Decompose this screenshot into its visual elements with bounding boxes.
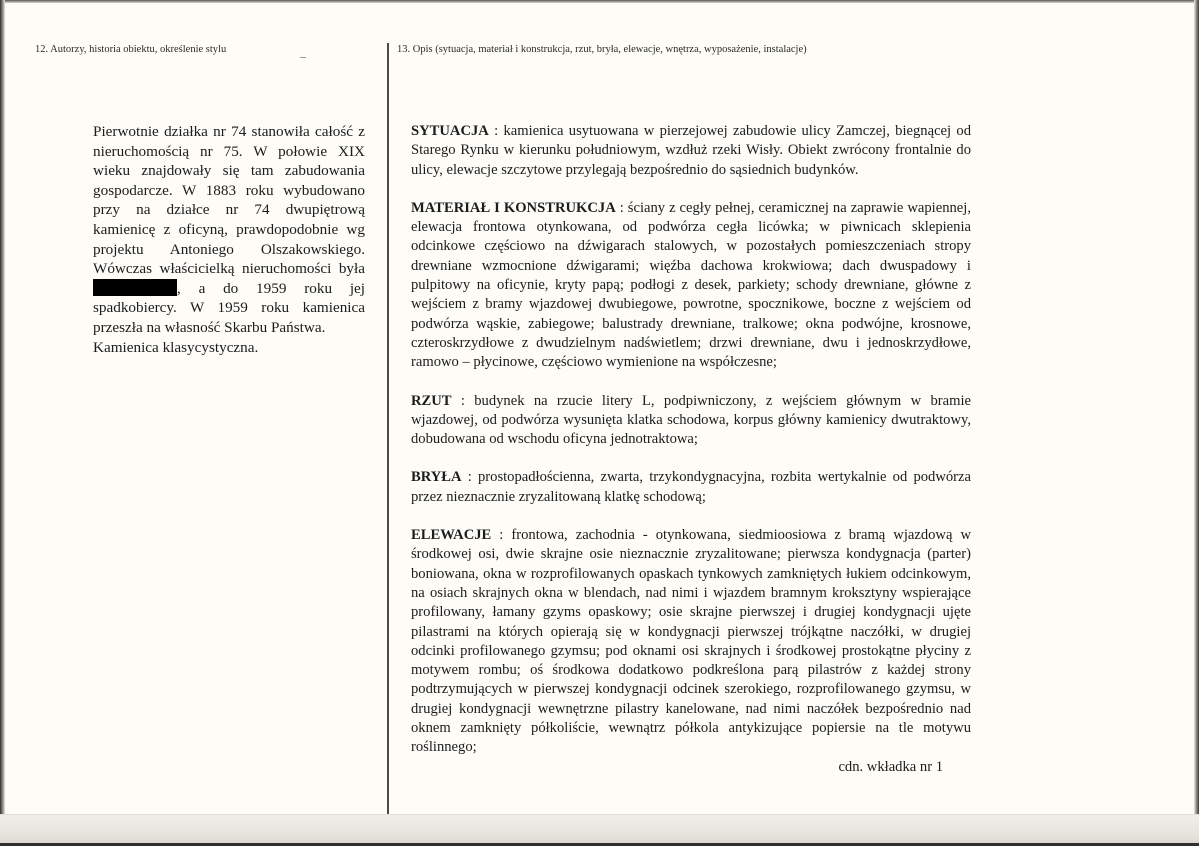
scan-edge-left [0,0,5,846]
paragraph-elewacje [411,526,971,758]
scan-bottom-margin [0,814,1199,846]
history-text-part1: Pierwotnie działka nr 74 stanowiła całość z nieruchomością nr 75. W połowie XIX wieku znajdowały się tam zabudowania gospodarcze. W 1883 roku wybudowano przy na działce nr 74 dwupiętrową kamienicę z oficyną, prawdopodobnie wg projektu Antoniego Olszakowskiego. Wówczas właścicielką nieruchomości była [93,123,365,278]
paragraph-bryla [411,468,971,507]
redacted-owner-name [93,279,177,296]
style-line: Kamienica klasycystyczna. [93,338,259,356]
history-text-block [93,122,365,357]
paragraph-material-konstrukcja [411,199,971,373]
paragraph-body: : ściany z cegły pełnej, ceramicznej na zaprawie wapiennej, elewacja frontowa otynkowana, od podwórza cegła licówka; w piwnicach sklepienia odcinkowe częściowo na dźwigarach stalowych, w pozostałych pomieszczeniach stropy drewniane wzmocnione dźwigarami; więźba dachowa krokwiowa; dach dwuspadowy i pulpitowy na oficynie, kryty papą; podłogi z desek, parkiety; schody drewniane, główne z wejściem z bramy wjazdowej dwubiegowe, powrotne, spocznikowe, boczne z wejściem od podwórza wąskie, zabiegowe; balustrady drewniane, tralkowe; okna podwójne, krosnowe, czteroskrzydłowe z dwudzielnym nadświetlem; drzwi drewniane, dwu i jednoskrzydłowe, ramowo – płycinowe, częściowo wymienione na współczesne; [411,199,971,371]
paragraph-body: : kamienica usytuowana w pierzejowej zabudowie ulicy Zamczej, biegnącej od Starego Rynku w kierunku południowym, wzdłuż rzeki Wisły. Obiekt zwrócony frontalnie do ulicy, elewacje szczytowe przylegają bezpośrednio do sąsiednich budynków. [411,123,971,178]
column-divider [387,43,389,814]
section-13-header: 13. Opis (sytuacja, materiał i konstrukcja, rzut, bryła, elewacje, wnętrza, wyposażenie, instalacje) [397,44,807,55]
paragraph-label: RZUT [411,392,452,409]
paragraph-label: ELEWACJE [411,527,492,544]
paragraph-label: MATERIAŁ I KONSTRUKCJA [411,199,616,216]
paragraph-label: BRYŁA [411,469,462,486]
paragraph-body: : prostopadłościenna, zwarta, trzykondygnacyjna, rozbita wertykalnie od podwórza przez nieznacznie zryzalitowaną klatkę schodową; [411,469,971,505]
paragraph-sytuacja [411,122,971,180]
description-text-block [411,122,971,777]
stray-mark [300,57,306,58]
paragraph-rzut [411,392,971,450]
continuation-note [411,758,973,777]
continuation-text: cdn. wkładka nr 1 [838,758,943,775]
scan-edge-right [1194,0,1199,846]
paragraph-label: SYTUACJA [411,123,489,139]
paragraph-body: : budynek na rzucie litery L, podpiwniczony, z wejściem głównym w bramie wjazdowej, od podwórza wysunięta klatka schodowa, korpus główny kamienicy dwutraktowy, dobudowana od wschodu oficyna jednotraktowa; [411,392,971,448]
paragraph-body: : frontowa, zachodnia - otynkowana, siedmioosiowa z bramą wjazdową w środkowej osi, dwie skrajne osie nieznacznie zryzalitowane; pierwsza kondygnacja (parter) boniowana, okna w rozprofilowanych opaskach tynkowych zamkniętych łukiem odcinkowym, na osiach skrajnych okna w blendach, nad nimi i wjazdem bramnym kroksztyny wspierające profilowany, łamany gzyms opaskowy; osie skrajne pierwszej i drugiej kondygnacji ujęte pilastrami na których opierają się w kondygnacji pierwszej trójkątne naczółki, w drugiej odcinki profilowanego gzymsu; pod oknami osi skrajnych i środkowej prostokątne płyciny z motywem rombu; oś środkowa dodatkowo podkreślona parą pilastrów z każdej strony podtrzymujących w pierwszej kondygnacji odcinek szerokiego, rozprofilowanego gzymsu, w drugiej kondygnacji wewnętrzne pilastry kanelowane, nad nimi naczółek bezpośrednio nad oknem zamknięty półkoliście, wewnątrz półkola antykizujące popiersie na tle motywu roślinnego; [411,527,971,756]
history-text-part2: , a do 1959 roku jej spadkobiercy. W 1959 roku kamienica przeszła na własność Skarbu Państwa. [93,279,365,336]
scan-edge-top [0,0,1199,3]
history-paragraph [93,122,365,338]
section-12-header: 12. Autorzy, historia obiektu, określenie stylu [35,44,227,55]
